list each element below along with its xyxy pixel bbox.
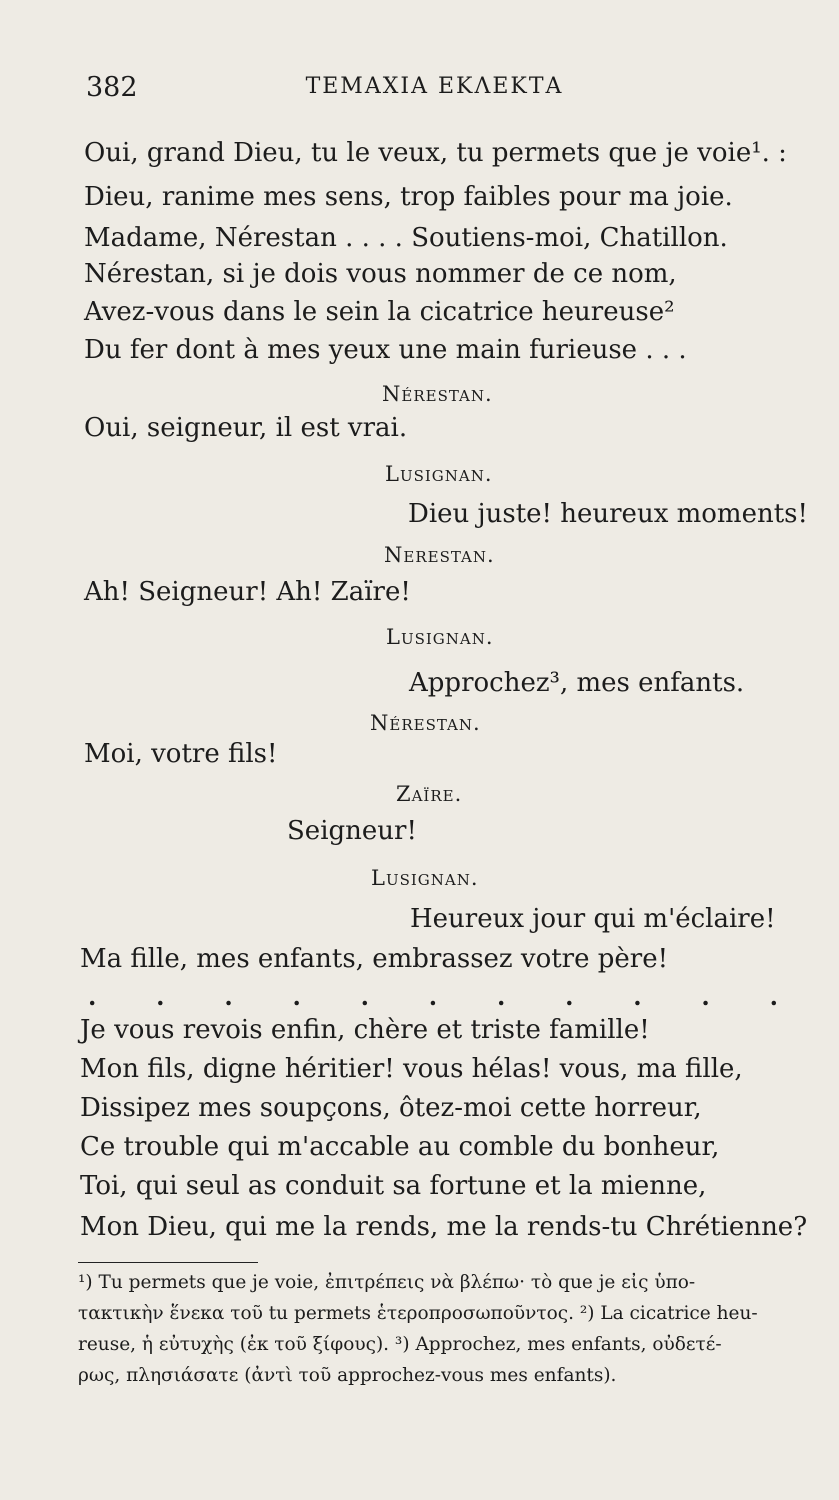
verse-line: Nérestan, si je dois vous nommer de ce nom, — [84, 259, 677, 289]
verse-line: Du fer dont à mes yeux une main furieuse . . . — [84, 335, 687, 365]
speaker-name: Nérestan. — [382, 382, 493, 406]
speaker-name: Nérestan. — [370, 711, 481, 735]
ellipsis-dot: . — [224, 982, 233, 1011]
footnote-line: reuse, ἡ εὐτυχὴς (ἐκ τοῦ ξίφους). ³) Approchez, mes enfants, οὐδετέ- — [78, 1334, 722, 1355]
verse-line: Ma fille, mes enfants, embrassez votre père! — [80, 944, 669, 974]
verse-line: Mon fils, digne héritier! vous hélas! vous, ma fille, — [80, 1054, 743, 1084]
verse-line: Je vous revois enfin, chère et triste famille! — [80, 1015, 650, 1045]
running-title: ΤΕΜΑΧΙΑ ΕΚΛΕΚΤΑ — [305, 74, 564, 99]
speaker-name: Nerestan. — [384, 543, 495, 567]
verse-line: Oui, grand Dieu, tu le veux, tu permets que je voie¹. : — [84, 138, 787, 168]
speaker-name: Lusignan. — [386, 625, 494, 649]
ellipsis-dot: . — [156, 982, 165, 1011]
verse-line: Mon Dieu, qui me la rends, me la rends-tu Chrétienne? — [80, 1212, 808, 1242]
ellipsis-dot: . — [88, 982, 97, 1011]
ellipsis-dot: . — [769, 982, 778, 1011]
verse-line: Dissipez mes soupçons, ôtez-moi cette horreur, — [80, 1093, 702, 1123]
verse-line: Ce trouble qui m'accable au comble du bonheur, — [80, 1132, 720, 1162]
ellipsis-dot: . — [292, 982, 301, 1011]
footnote-line: ¹) Tu permets que je voie, ἐπιτρέπεις νὰ βλέπω· τὸ que je εἰς ὑπο- — [78, 1272, 696, 1293]
verse-line: Moi, votre fils! — [84, 739, 278, 769]
verse-line: Avez-vous dans le sein la cicatrice heureuse² — [84, 297, 675, 327]
speaker-name: Lusignan. — [385, 462, 493, 486]
ellipsis-dot: . — [633, 982, 642, 1011]
ellipsis-dot: . — [565, 982, 574, 1011]
ellipsis-dot: . — [360, 982, 369, 1011]
verse-line: Approchez³, mes enfants. — [409, 668, 745, 698]
verse-line: Heureux jour qui m'éclaire! — [410, 904, 776, 934]
speaker-name: Lusignan. — [371, 866, 479, 890]
footnote-divider — [78, 1262, 258, 1263]
verse-line: Madame, Nérestan . . . . Soutiens-moi, Chatillon. — [84, 223, 728, 253]
verse-line: Dieu juste! heureux moments! — [408, 499, 808, 529]
footnote-line: ρως, πλησιάσατε (ἀντὶ τοῦ approchez-vous mes enfants). — [78, 1365, 617, 1386]
verse-line: Toi, qui seul as conduit sa fortune et la mienne, — [80, 1171, 707, 1201]
verse-line: Seigneur! — [287, 816, 417, 846]
ellipsis-dot: . — [701, 982, 710, 1011]
verse-line: Ah! Seigneur! Ah! Zaïre! — [84, 577, 411, 607]
page-header — [0, 72, 839, 108]
ellipsis-dot: . — [428, 982, 438, 1011]
speaker-name: Zaïre. — [396, 782, 463, 806]
ellipsis-dot: . — [496, 982, 506, 1011]
page-number: 382 — [86, 72, 138, 103]
footnote-line: τακτικὴν ἕνεκα τοῦ tu permets ἑτεροπροσωποῦντος. ²) La cicatrice heu- — [78, 1303, 758, 1324]
ellipsis-row — [88, 982, 778, 1011]
verse-line: Dieu, ranime mes sens, trop faibles pour ma joie. — [84, 182, 733, 212]
verse-line: Oui, seigneur, il est vrai. — [84, 413, 408, 443]
